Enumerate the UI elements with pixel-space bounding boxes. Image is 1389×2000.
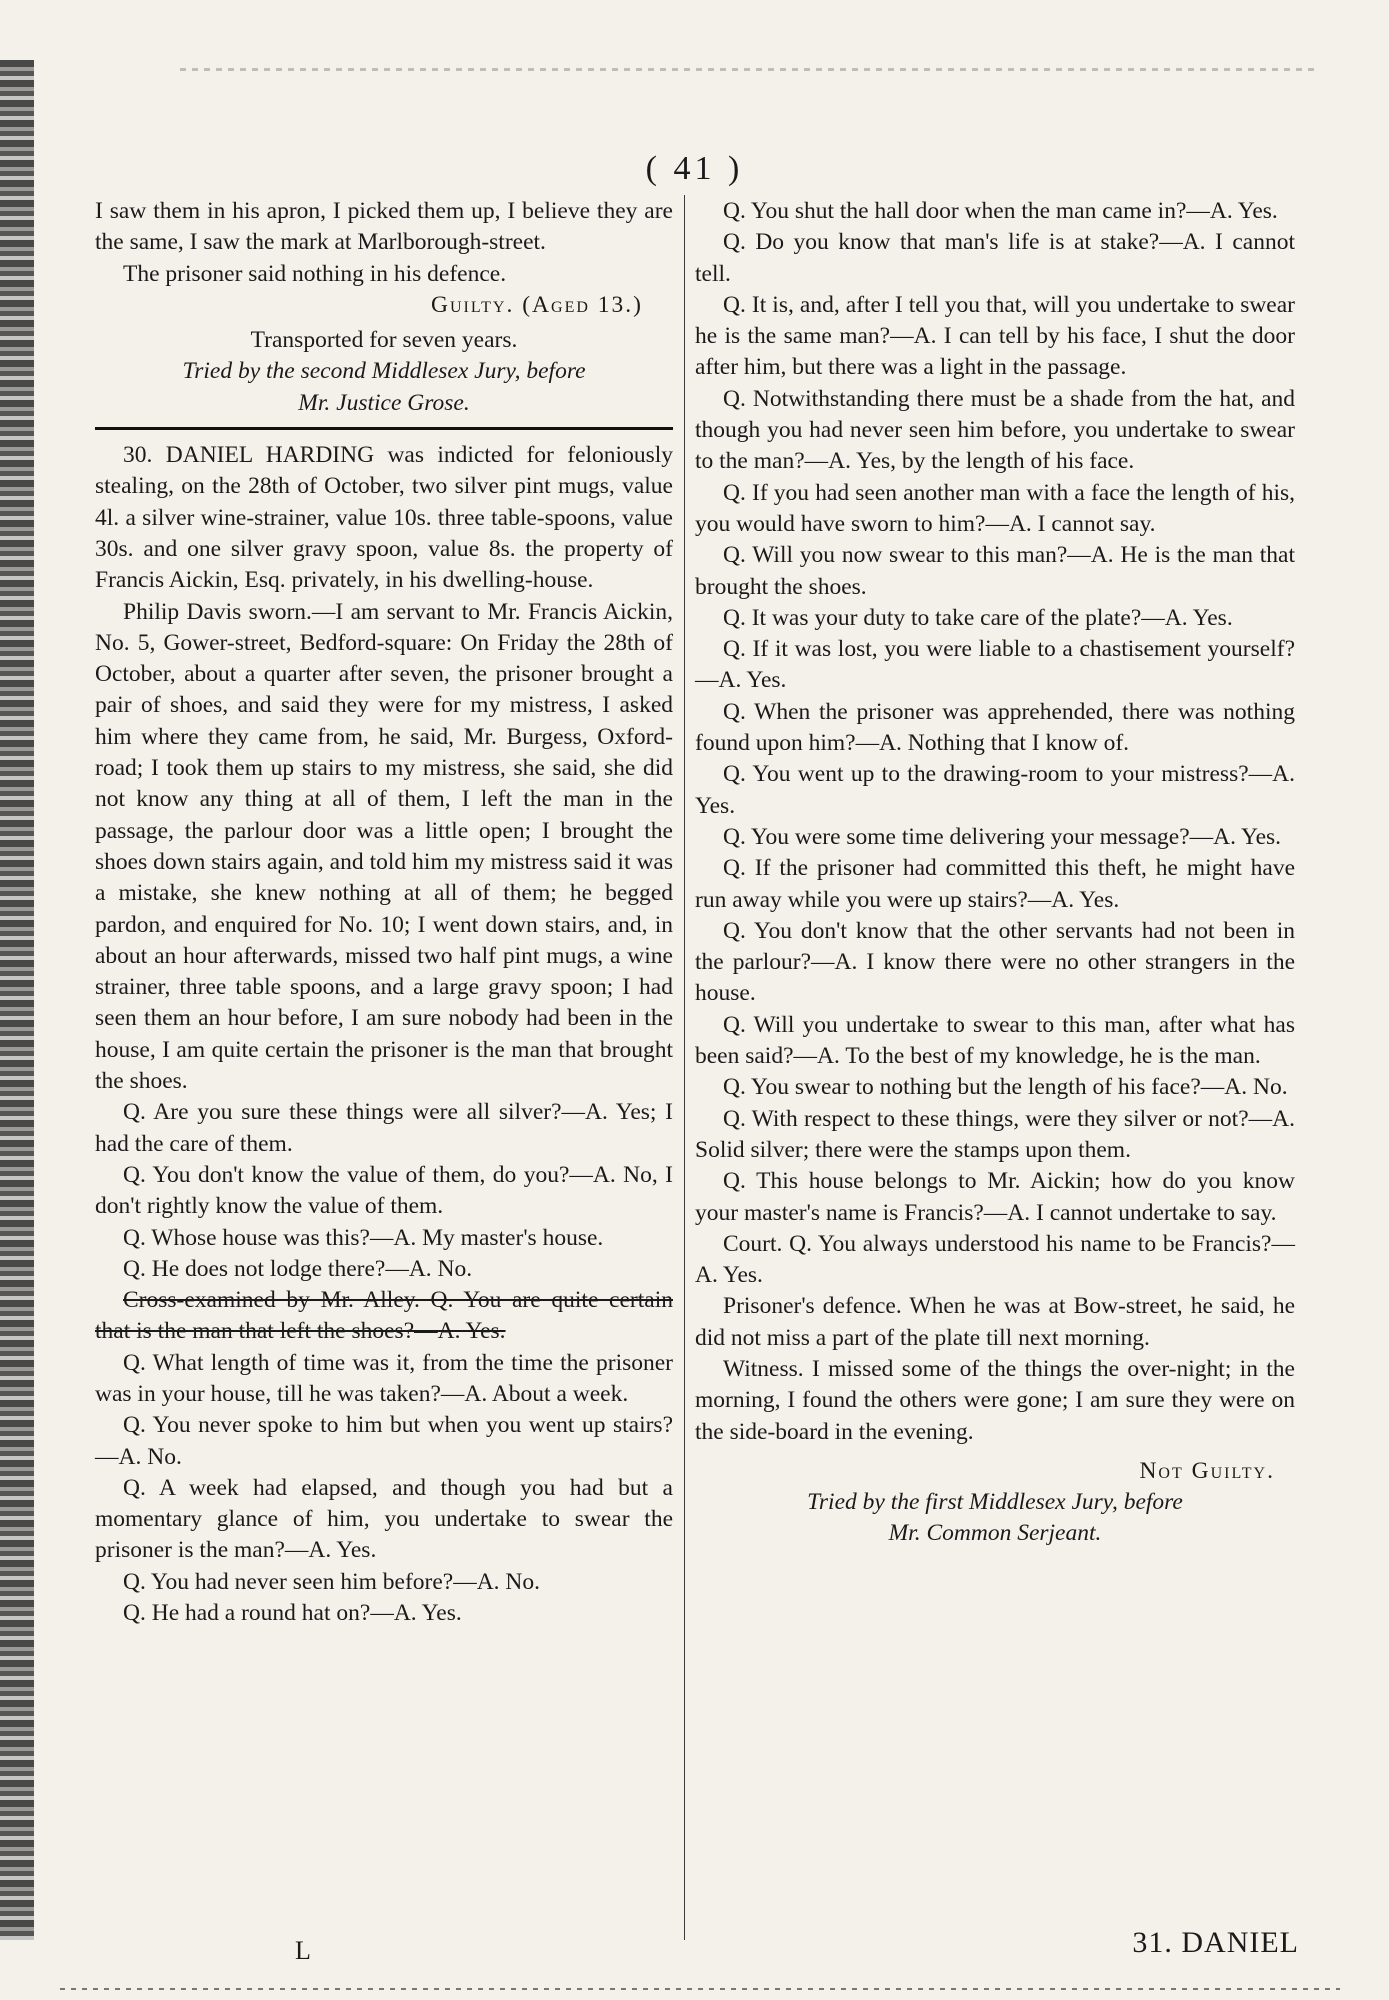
qa-line: Q. You swear to nothing but the length of his face?—A. No. [723, 1074, 1288, 1101]
qa-line: Q. Are you sure these things were all silver?—A. Yes; I had the care of them. [95, 1099, 673, 1157]
qa-line: Q. Whose house was this?—A. My master's house. [123, 1224, 604, 1251]
tried-by: Tried by the first Middlesex Jury, before [807, 1489, 1183, 1516]
sentence: Transported for seven years. [250, 327, 518, 354]
verdict: Guilty. (Aged 13.) [431, 291, 643, 318]
paragraph: I saw them in his apron, I picked them up, I believe they are the same, I saw the mark at Marlborough-street. [95, 198, 673, 256]
qa-line: Q. If you had seen another man with a face the length of his, you would have sworn to him?—A. I cannot say. [695, 479, 1295, 537]
judge: Mr. Common Serjeant. [888, 1520, 1102, 1547]
qa-line: Q. You don't know that the other servants had not been in the parlour?—A. I know there were no other strangers in the house. [695, 917, 1295, 1007]
page-number: ( 41 ) [645, 150, 744, 187]
qa-line: Q. It was your duty to take care of the plate?—A. Yes. [723, 604, 1233, 631]
qa-line: Q. Will you now swear to this man?—A. He is the man that brought the shoes. [695, 542, 1295, 600]
tried-by: Tried by the second Middlesex Jury, before [182, 358, 586, 385]
testimony-paragraph: Philip Davis sworn.—I am servant to Mr. Francis Aickin, No. 5, Gower-street, Bedford-square: On Friday the 28th of October, about a quarter after seven, the prisoner brought a pair of shoes, and said they were for my mistress, I asked him where they came from, he said, Mr. Burgess, Oxford-road; I took them up stairs to my mistress, she said, she did not know any thing at all of them, I left the man in the passage, the parlour door was a little open; I brought the shoes down stairs again, and told him my mistress said it was a mistake, she knew nothing at all of them; he begged pardon, and enquired for No. 10; I went down stairs, and, in about an hour afterwards, missed two half pint mugs, a wine strainer, three table spoons, and a large gravy spoon; I had seen them an hour before, I am sure nobody had been in the house, I am quite certain the prisoner is the man that brought the shoes. [95, 598, 673, 1095]
catchword: 31. DANIEL [1132, 1926, 1299, 1959]
case-heading-paragraph: 30. DANIEL HARDING was indicted for feloniously stealing, on the 28th of October, two silver pint mugs, value 4l. a silver wine-strainer, value 10s. three table-spoons, value 30s. and one silver gravy spoon, value 8s. the property of Francis Aickin, Esq. privately, in his dwelling-house. [95, 442, 673, 594]
qa-line: Q. You went up to the drawing-room to your mistress?—A. Yes. [695, 761, 1295, 819]
signature-mark: L [295, 1936, 311, 1965]
left-column [95, 196, 673, 1629]
qa-line: Q. He does not lodge there?—A. No. [123, 1255, 473, 1282]
qa-line: Q. You were some time delivering your message?—A. Yes. [723, 823, 1282, 850]
witness-line: Witness. I missed some of the things the over-night; in the morning, I found the others were gone; I am sure they were on the side-board in the evening. [695, 1355, 1295, 1445]
qa-line: Q. You shut the hall door when the man came in?—A. Yes. [723, 198, 1278, 224]
paragraph: The prisoner said nothing in his defence. [123, 260, 507, 287]
qa-line: Q. A week had elapsed, and though you had but a momentary glance of him, you undertake to swear the prisoner is the man?—A. Yes. [95, 1474, 673, 1564]
qa-line: Q. Do you know that man's life is at stake?—A. I cannot tell. [695, 229, 1295, 287]
court-line: Court. Q. You always understood his name to be Francis?—A. Yes. [695, 1230, 1295, 1289]
judge: Mr. Justice Grose. [298, 389, 470, 416]
qa-line: Q. When the prisoner was apprehended, there was nothing found upon him?—A. Nothing that I know of. [695, 698, 1295, 757]
verdict: Not Guilty. [1139, 1457, 1275, 1484]
binding-edge [0, 60, 34, 1940]
qa-line: Q. It is, and, after I tell you that, will you undertake to swear he is the same man?—A. I can tell by his face, I shut the door after him, but there was a light in the passage. [695, 291, 1295, 381]
qa-line: Q. If the prisoner had committed this theft, he might have run away while you were up stairs?—A. Yes. [695, 855, 1295, 913]
qa-line: Q. If it was lost, you were liable to a chastisement yourself?—A. Yes. [695, 636, 1295, 694]
qa-line: Q. This house belongs to Mr. Aickin; how do you know your master's name is Francis?—A. I cannot undertake to say. [695, 1168, 1295, 1226]
qa-line: Q. Will you undertake to swear to this man, after what has been said?—A. To the best of my knowledge, he is the man. [695, 1011, 1295, 1070]
qa-line: Q. You had never seen him before?—A. No. [123, 1568, 541, 1595]
qa-line: Q. He had a round hat on?—A. Yes. [123, 1600, 462, 1627]
defence-line: Prisoner's defence. When he was at Bow-street, he said, he did not miss a part of the plate till next morning. [695, 1293, 1295, 1351]
qa-line: Q. You don't know the value of them, do you?—A. No, I don't rightly know the value of them. [95, 1161, 673, 1220]
print-bleed-bottom [60, 1988, 1340, 1990]
cross-examination-line: Cross-examined by Mr. Alley. Q. You are quite certain that is the man that left the shoes?—A. Yes. [95, 1287, 673, 1345]
column-divider [684, 195, 685, 1940]
section-rule [95, 427, 673, 430]
qa-line: Q. You never spoke to him but when you went up stairs?—A. No. [95, 1412, 673, 1470]
right-column [695, 196, 1295, 1550]
qa-line: Q. With respect to these things, were they silver or not?—A. Solid silver; there were the stamps upon them. [695, 1105, 1295, 1163]
qa-line: Q. Notwithstanding there must be a shade from the hat, and though you had never seen him before, you undertake to swear to the man?—A. Yes, by the length of his face. [695, 385, 1295, 475]
qa-line: Q. What length of time was it, from the time the prisoner was in your house, till he was taken?—A. About a week. [95, 1349, 673, 1407]
print-bleed [180, 68, 1320, 71]
